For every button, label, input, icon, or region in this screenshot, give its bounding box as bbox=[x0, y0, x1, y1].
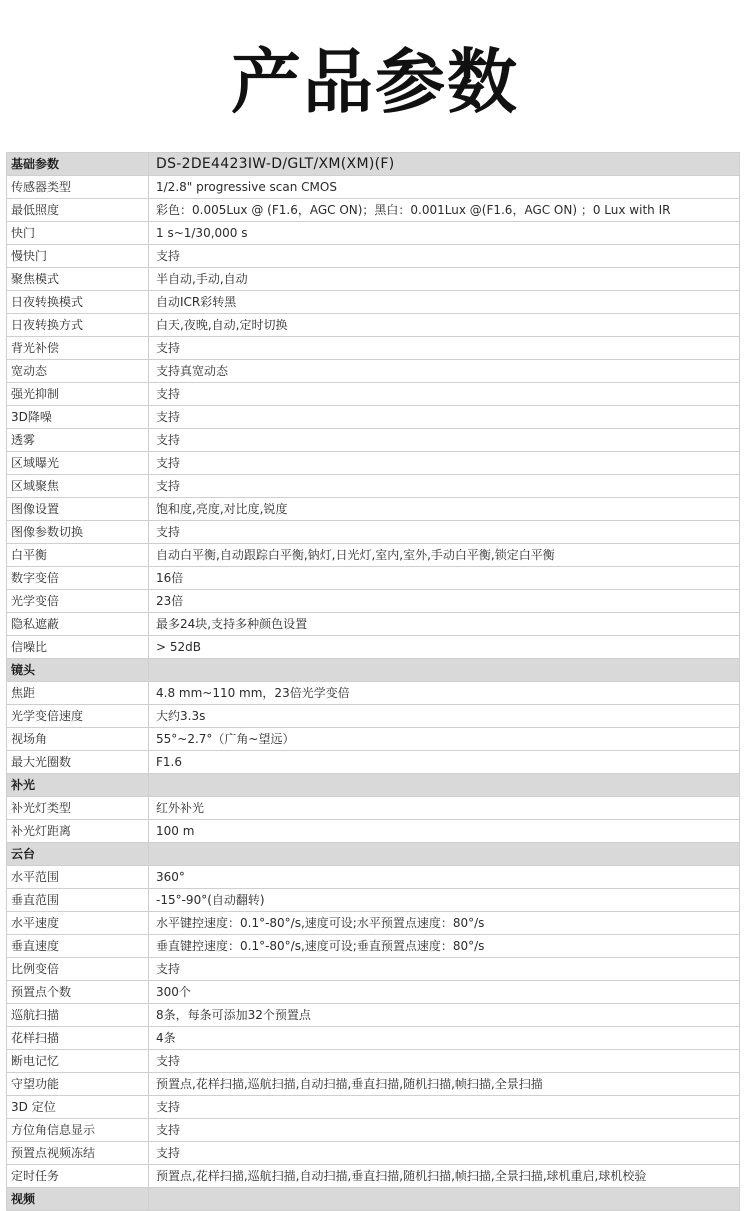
spec-value: 1 s~1/30,000 s bbox=[149, 222, 740, 245]
spec-label: 隐私遮蔽 bbox=[7, 613, 149, 636]
spec-value: 支持 bbox=[149, 1050, 740, 1073]
spec-value: 4条 bbox=[149, 1027, 740, 1050]
table-row bbox=[7, 268, 740, 291]
spec-label: 宽动态 bbox=[7, 360, 149, 383]
spec-value: 1/2.8" progressive scan CMOS bbox=[149, 176, 740, 199]
table-row bbox=[7, 981, 740, 1004]
table-row bbox=[7, 705, 740, 728]
table-row bbox=[7, 1004, 740, 1027]
title-area bbox=[0, 0, 750, 150]
table-row bbox=[7, 820, 740, 843]
table-row bbox=[7, 682, 740, 705]
spec-value: 支持 bbox=[149, 245, 740, 268]
table-row bbox=[7, 199, 740, 222]
spec-value: 支持 bbox=[149, 1119, 740, 1142]
spec-value: 支持 bbox=[149, 521, 740, 544]
section-header-row bbox=[7, 1188, 740, 1211]
spec-value: 100 m bbox=[149, 820, 740, 843]
spec-label: 区域曝光 bbox=[7, 452, 149, 475]
spec-value: > 52dB bbox=[149, 636, 740, 659]
spec-label: 图像设置 bbox=[7, 498, 149, 521]
table-row bbox=[7, 1165, 740, 1188]
table-row bbox=[7, 1096, 740, 1119]
spec-label: 3D降噪 bbox=[7, 406, 149, 429]
spec-value: 自动白平衡,自动跟踪白平衡,钠灯,日光灯,室内,室外,手动白平衡,锁定白平衡 bbox=[149, 544, 740, 567]
spec-table-body bbox=[7, 153, 740, 1211]
table-row bbox=[7, 245, 740, 268]
table-row bbox=[7, 797, 740, 820]
spec-label: 预置点视频冻结 bbox=[7, 1142, 149, 1165]
spec-value: 支持 bbox=[149, 1142, 740, 1165]
spec-value: 支持真宽动态 bbox=[149, 360, 740, 383]
spec-label: 白平衡 bbox=[7, 544, 149, 567]
spec-label: 信噪比 bbox=[7, 636, 149, 659]
spec-value: 23倍 bbox=[149, 590, 740, 613]
table-row bbox=[7, 866, 740, 889]
table-row bbox=[7, 475, 740, 498]
spec-label: 光学变倍速度 bbox=[7, 705, 149, 728]
table-row bbox=[7, 291, 740, 314]
section-value bbox=[149, 843, 740, 866]
table-row bbox=[7, 544, 740, 567]
table-row bbox=[7, 912, 740, 935]
section-title: 视频 bbox=[7, 1188, 149, 1211]
spec-label: 3D 定位 bbox=[7, 1096, 149, 1119]
spec-table bbox=[6, 152, 740, 1211]
spec-value: 支持 bbox=[149, 429, 740, 452]
table-row bbox=[7, 1050, 740, 1073]
spec-value: 半自动,手动,自动 bbox=[149, 268, 740, 291]
section-header-row bbox=[7, 153, 740, 176]
spec-value: 4.8 mm~110 mm，23倍光学变倍 bbox=[149, 682, 740, 705]
spec-label: 传感器类型 bbox=[7, 176, 149, 199]
section-header-row bbox=[7, 843, 740, 866]
table-row bbox=[7, 567, 740, 590]
table-row bbox=[7, 935, 740, 958]
spec-value: 自动ICR彩转黑 bbox=[149, 291, 740, 314]
spec-value: 支持 bbox=[149, 337, 740, 360]
section-title: 基础参数 bbox=[7, 153, 149, 176]
spec-label: 聚焦模式 bbox=[7, 268, 149, 291]
section-title: 镜头 bbox=[7, 659, 149, 682]
spec-label: 慢快门 bbox=[7, 245, 149, 268]
table-row bbox=[7, 337, 740, 360]
table-row bbox=[7, 222, 740, 245]
spec-value: 支持 bbox=[149, 475, 740, 498]
spec-label: 预置点个数 bbox=[7, 981, 149, 1004]
table-row bbox=[7, 498, 740, 521]
spec-label: 补光灯类型 bbox=[7, 797, 149, 820]
spec-value: 16倍 bbox=[149, 567, 740, 590]
spec-label: 区域聚焦 bbox=[7, 475, 149, 498]
page-title: 产品参数 bbox=[231, 41, 519, 123]
section-header-row bbox=[7, 659, 740, 682]
table-row bbox=[7, 1073, 740, 1096]
spec-value: 大约3.3s bbox=[149, 705, 740, 728]
spec-value: -15°-90°(自动翻转) bbox=[149, 889, 740, 912]
model-number: DS-2DE4423IW-D/GLT/XM(XM)(F) bbox=[149, 153, 740, 176]
spec-label: 花样扫描 bbox=[7, 1027, 149, 1050]
spec-label: 最大光圈数 bbox=[7, 751, 149, 774]
table-row bbox=[7, 452, 740, 475]
spec-value: 白天,夜晚,自动,定时切换 bbox=[149, 314, 740, 337]
spec-value: 彩色：0.005Lux @ (F1.6，AGC ON)；黑白：0.001Lux @(F1.6，AGC ON) ；0 Lux with IR bbox=[149, 199, 740, 222]
spec-value: F1.6 bbox=[149, 751, 740, 774]
section-value bbox=[149, 659, 740, 682]
spec-value: 支持 bbox=[149, 452, 740, 475]
spec-label: 光学变倍 bbox=[7, 590, 149, 613]
table-row bbox=[7, 636, 740, 659]
table-row bbox=[7, 590, 740, 613]
spec-value: 预置点,花样扫描,巡航扫描,自动扫描,垂直扫描,随机扫描,帧扫描,全景扫描,球机重启,球机校验 bbox=[149, 1165, 740, 1188]
spec-label: 视场角 bbox=[7, 728, 149, 751]
spec-label: 图像参数切换 bbox=[7, 521, 149, 544]
spec-label: 定时任务 bbox=[7, 1165, 149, 1188]
spec-label: 守望功能 bbox=[7, 1073, 149, 1096]
spec-value: 最多24块,支持多种颜色设置 bbox=[149, 613, 740, 636]
spec-value: 饱和度,亮度,对比度,锐度 bbox=[149, 498, 740, 521]
spec-label: 补光灯距离 bbox=[7, 820, 149, 843]
spec-value: 支持 bbox=[149, 383, 740, 406]
spec-label: 巡航扫描 bbox=[7, 1004, 149, 1027]
table-row bbox=[7, 314, 740, 337]
spec-label: 水平范围 bbox=[7, 866, 149, 889]
section-title: 云台 bbox=[7, 843, 149, 866]
spec-value: 水平键控速度：0.1°-80°/s,速度可设;水平预置点速度：80°/s bbox=[149, 912, 740, 935]
spec-value: 红外补光 bbox=[149, 797, 740, 820]
table-row bbox=[7, 613, 740, 636]
spec-label: 水平速度 bbox=[7, 912, 149, 935]
spec-value: 300个 bbox=[149, 981, 740, 1004]
spec-label: 强光抑制 bbox=[7, 383, 149, 406]
spec-label: 日夜转换模式 bbox=[7, 291, 149, 314]
spec-label: 垂直速度 bbox=[7, 935, 149, 958]
table-row bbox=[7, 728, 740, 751]
spec-label: 垂直范围 bbox=[7, 889, 149, 912]
table-row bbox=[7, 521, 740, 544]
spec-value: 支持 bbox=[149, 1096, 740, 1119]
spec-label: 方位角信息显示 bbox=[7, 1119, 149, 1142]
table-row bbox=[7, 406, 740, 429]
spec-value: 垂直键控速度：0.1°-80°/s,速度可设;垂直预置点速度：80°/s bbox=[149, 935, 740, 958]
spec-value: 8条，每条可添加32个预置点 bbox=[149, 1004, 740, 1027]
section-header-row bbox=[7, 774, 740, 797]
spec-label: 背光补偿 bbox=[7, 337, 149, 360]
spec-label: 比例变倍 bbox=[7, 958, 149, 981]
spec-value: 支持 bbox=[149, 406, 740, 429]
spec-label: 断电记忆 bbox=[7, 1050, 149, 1073]
spec-label: 快门 bbox=[7, 222, 149, 245]
spec-label: 数字变倍 bbox=[7, 567, 149, 590]
spec-label: 焦距 bbox=[7, 682, 149, 705]
spec-value: 预置点,花样扫描,巡航扫描,自动扫描,垂直扫描,随机扫描,帧扫描,全景扫描 bbox=[149, 1073, 740, 1096]
table-row bbox=[7, 1027, 740, 1050]
table-row bbox=[7, 958, 740, 981]
spec-value: 支持 bbox=[149, 958, 740, 981]
table-row bbox=[7, 1142, 740, 1165]
table-row bbox=[7, 176, 740, 199]
table-row bbox=[7, 1119, 740, 1142]
table-row bbox=[7, 383, 740, 406]
section-title: 补光 bbox=[7, 774, 149, 797]
spec-label: 透雾 bbox=[7, 429, 149, 452]
table-row bbox=[7, 889, 740, 912]
table-row bbox=[7, 751, 740, 774]
spec-label: 日夜转换方式 bbox=[7, 314, 149, 337]
spec-value: 55°~2.7°（广角~望远） bbox=[149, 728, 740, 751]
spec-value: 360° bbox=[149, 866, 740, 889]
section-value bbox=[149, 774, 740, 797]
spec-label: 最低照度 bbox=[7, 199, 149, 222]
table-row bbox=[7, 360, 740, 383]
section-value bbox=[149, 1188, 740, 1211]
table-row bbox=[7, 429, 740, 452]
